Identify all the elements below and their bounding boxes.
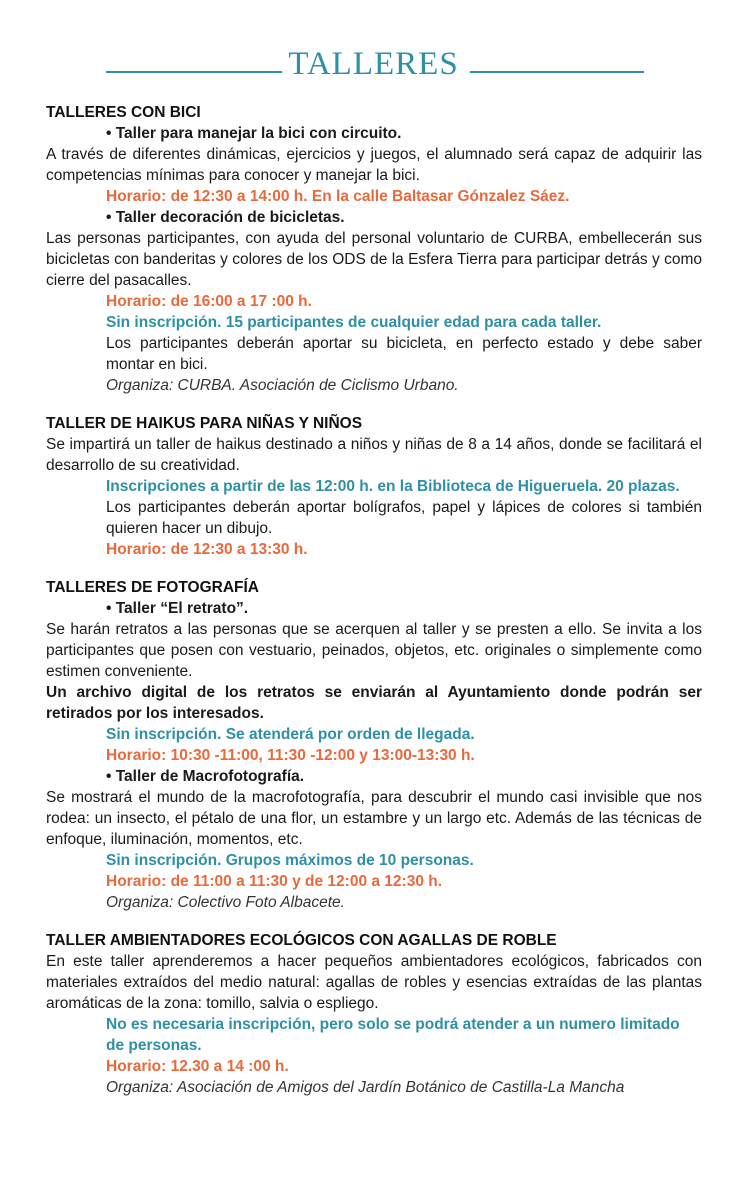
workshop-bullet: • Taller decoración de bicicletas. [106, 209, 345, 226]
section-title: TALLER AMBIENTADORES ECOLÓGICOS CON AGALLAS DE ROBLE [46, 932, 557, 949]
content [46, 102, 702, 1115]
section-ambientadores [46, 930, 702, 1098]
section-bici [46, 102, 702, 396]
workshop-bullet: • Taller “El retrato”. [106, 600, 249, 617]
page-title: TALLERES [288, 46, 459, 82]
paragraph: Las personas participantes, con ayuda del personal voluntario de CURBA, embellecerán sus bicicletas con banderitas y colores de los ODS de la Esfera Tierra para participar detrás y como cierre del pasacalles. [46, 230, 702, 289]
schedule: Horario: de 16:00 a 17 :00 h. [106, 293, 312, 310]
section-title: TALLERES DE FOTOGRAFÍA [46, 579, 259, 596]
schedule: Horario: de 12:30 a 13:30 h. [106, 541, 308, 558]
organizer: Organiza: Asociación de Amigos del Jardín Botánico de Castilla-La Mancha [106, 1079, 625, 1096]
page-header [0, 44, 747, 84]
section-title: TALLER DE HAIKUS PARA NIÑAS Y NIÑOS [46, 415, 363, 432]
schedule: Horario: de 12:30 a 14:00 h. En la calle Baltasar Gónzalez Sáez. [106, 188, 570, 205]
note: Los participantes deberán aportar bolígrafos, papel y lápices de colores si también quieren hacer un dibujo. [106, 499, 702, 537]
paragraph: En este taller aprenderemos a hacer pequeños ambientadores ecológicos, fabricados con materiales extraídos del medio natural: agallas de robles y esencias extraídas de las plantas aromáticas de la zona: tomillo, salvia o espliego. [46, 953, 702, 1012]
schedule: Horario: 12.30 a 14 :00 h. [106, 1058, 289, 1075]
section-title: TALLERES CON BICI [46, 104, 201, 121]
note: Los participantes deberán aportar su bicicleta, en perfecto estado y debe saber montar en bici. [106, 335, 702, 373]
paragraph: Se impartirá un taller de haikus destinado a niños y niñas de 8 a 14 años, donde se facilitará el desarrollo de su creatividad. [46, 436, 702, 474]
paragraph: A través de diferentes dinámicas, ejercicios y juegos, el alumnado será capaz de adquirir las competencias mínimas para conocer y manejar la bici. [46, 146, 702, 184]
registration-info: Inscripciones a partir de las 12:00 h. en la Biblioteca de Higueruela. 20 plazas. [106, 478, 680, 495]
paragraph: Se mostrará el mundo de la macrofotografía, para descubrir el mundo casi invisible que nos rodea: un insecto, el pétalo de una flor, un estambre y un largo etc. Además de las técnicas de enfoque, iluminación, momentos, etc. [46, 789, 702, 848]
workshop-bullet: • Taller de Macrofotografía. [106, 768, 305, 785]
schedule: Horario: de 11:00 a 11:30 y de 12:00 a 12:30 h. [106, 873, 443, 890]
registration-info: No es necesaria inscripción, pero solo se podrá atender a un numero limitado de personas. [106, 1016, 680, 1054]
paragraph: Se harán retratos a las personas que se acerquen al taller y se presten a ello. Se invita a los participantes que posen con vestuario, peinados, objetos, etc. originales o simplemente como estimen conveniente. [46, 621, 702, 680]
workshop-bullet: • Taller para manejar la bici con circuito. [106, 125, 402, 142]
schedule: Horario: 10:30 -11:00, 11:30 -12:00 y 13:00-13:30 h. [106, 747, 475, 764]
bold-paragraph: Un archivo digital de los retratos se enviarán al Ayuntamiento donde podrán ser retirados por los interesados. [46, 684, 702, 722]
registration-info: Sin inscripción. 15 participantes de cualquier edad para cada taller. [106, 314, 602, 331]
registration-info: Sin inscripción. Grupos máximos de 10 personas. [106, 852, 474, 869]
section-haikus [46, 413, 702, 560]
organizer: Organiza: CURBA. Asociación de Ciclismo Urbano. [106, 377, 459, 394]
section-fotografia [46, 577, 702, 913]
organizer: Organiza: Colectivo Foto Albacete. [106, 894, 345, 911]
registration-info: Sin inscripción. Se atenderá por orden de llegada. [106, 726, 475, 743]
